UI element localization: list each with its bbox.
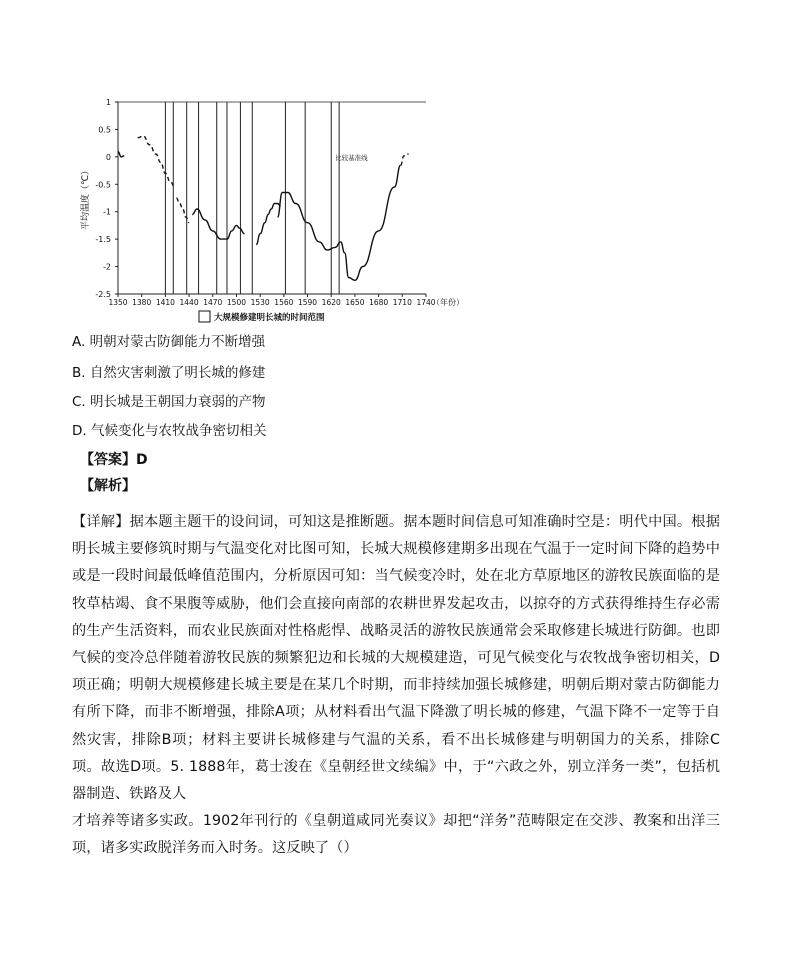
analysis-label: 【解析】 xyxy=(80,478,136,494)
y-tick-label: 0 xyxy=(105,152,111,162)
x-tick-label: 1500 xyxy=(226,298,247,307)
y-tick-label: -1 xyxy=(103,207,111,217)
chart-svg xyxy=(72,92,492,324)
x-axis-label: （年份） xyxy=(432,298,464,307)
detail-paragraph-continued: 才培养等诸多实政。1902年刊行的《皇朝道咸同光奏议》却把“洋务”范畴限定在交涉、教案和出洋三项，诸多实政脱洋务而入时务。这反映了（） xyxy=(72,813,720,857)
option-d: D. 气候变化与农牧战争密切相关 xyxy=(72,423,267,439)
temperature-curve-segment xyxy=(401,154,409,165)
y-tick-label: -2.5 xyxy=(95,290,111,299)
answer-label: 【答案】D xyxy=(80,452,148,468)
legend-label: 大规模修建明长城的时间范围 xyxy=(214,313,325,323)
x-tick-label: 1620 xyxy=(321,298,341,307)
detail-explanation xyxy=(72,509,720,863)
x-tick-label: 1650 xyxy=(345,298,365,307)
temperature-chart xyxy=(72,92,492,324)
y-tick-label: -2 xyxy=(103,262,111,272)
x-tick-label: 1590 xyxy=(297,298,318,307)
option-b: B. 自然灾害刺激了明长城的修建 xyxy=(72,365,266,381)
y-tick-label: -0.5 xyxy=(95,180,111,190)
x-tick-label: 1380 xyxy=(132,298,152,307)
x-tick-label: 1560 xyxy=(274,298,294,307)
temperature-curve-segment xyxy=(192,209,244,239)
x-tick-label: 1410 xyxy=(155,298,175,307)
x-tick-label: 1440 xyxy=(179,298,199,307)
y-axis-label: 平均温度（℃） xyxy=(81,165,91,231)
x-tick-label: 1530 xyxy=(250,298,270,307)
y-tick-label: 0.5 xyxy=(98,125,111,135)
x-tick-label: 1470 xyxy=(203,298,223,307)
x-tick-label: 1350 xyxy=(108,298,128,307)
x-tick-label: 1680 xyxy=(369,298,389,307)
option-c: C. 明长城是王朝国力衰弱的产物 xyxy=(72,394,266,410)
y-tick-label: -1.5 xyxy=(95,235,111,245)
x-tick-label: 1740 xyxy=(416,298,436,307)
reference-line-label: 比较基准线 xyxy=(335,153,368,162)
temperature-curve-segment xyxy=(256,204,281,245)
x-tick-label: 1710 xyxy=(392,298,412,307)
legend-swatch xyxy=(199,311,210,322)
detail-paragraph: 【详解】据本题主题干的设问词，可知这是推断题。据本题时间信息可知准确时空是：明代中国。根据明长城主要修筑时期与气温变化对比图可知，长城大规模修建期多出现在气温于一定时间下降的趋势中或是一段时间最低峰值范围内，分析原因可知：当气候变冷时，处在北方草原地区的游牧民族面临的是牧草枯竭、食不果腹等威胁，他们会直接向南部的农耕世界发起攻击，以掠夺的方式获得维持生存必需的生产生活资料，而农业民族面对性格彪悍、战略灵活的游牧民族通常会采取修建长城进行防御。也即气候的变冷总伴随着游牧民族的频繁犯边和长城的大规模建造，可见气候变化与农牧战争密切相关，D项正确；明朝大规模修建长城主要是在某几个时期，而非持续加强长城修建，明朝后期对蒙古防御能力有所下降，而非不断增强，排除A项；从材料看出气温下降激了明长城的修建，气温下降不一定等于自然灾害，排除B项；材料主要讲长城修建与气温的关系，看不出长城修建与明朝国力的关系，排除C项。故选D项。5. 1888年，葛士浚在《皇朝经世文续编》中，于“六政之外，别立洋务一类”，包括机器制造、铁路及人 xyxy=(72,514,720,803)
y-tick-label: 1 xyxy=(105,98,111,107)
temperature-curve-segment xyxy=(118,151,124,157)
option-a: A. 明朝对蒙古防御能力不断增强 xyxy=(72,334,266,350)
temperature-curve-segment xyxy=(138,136,175,187)
